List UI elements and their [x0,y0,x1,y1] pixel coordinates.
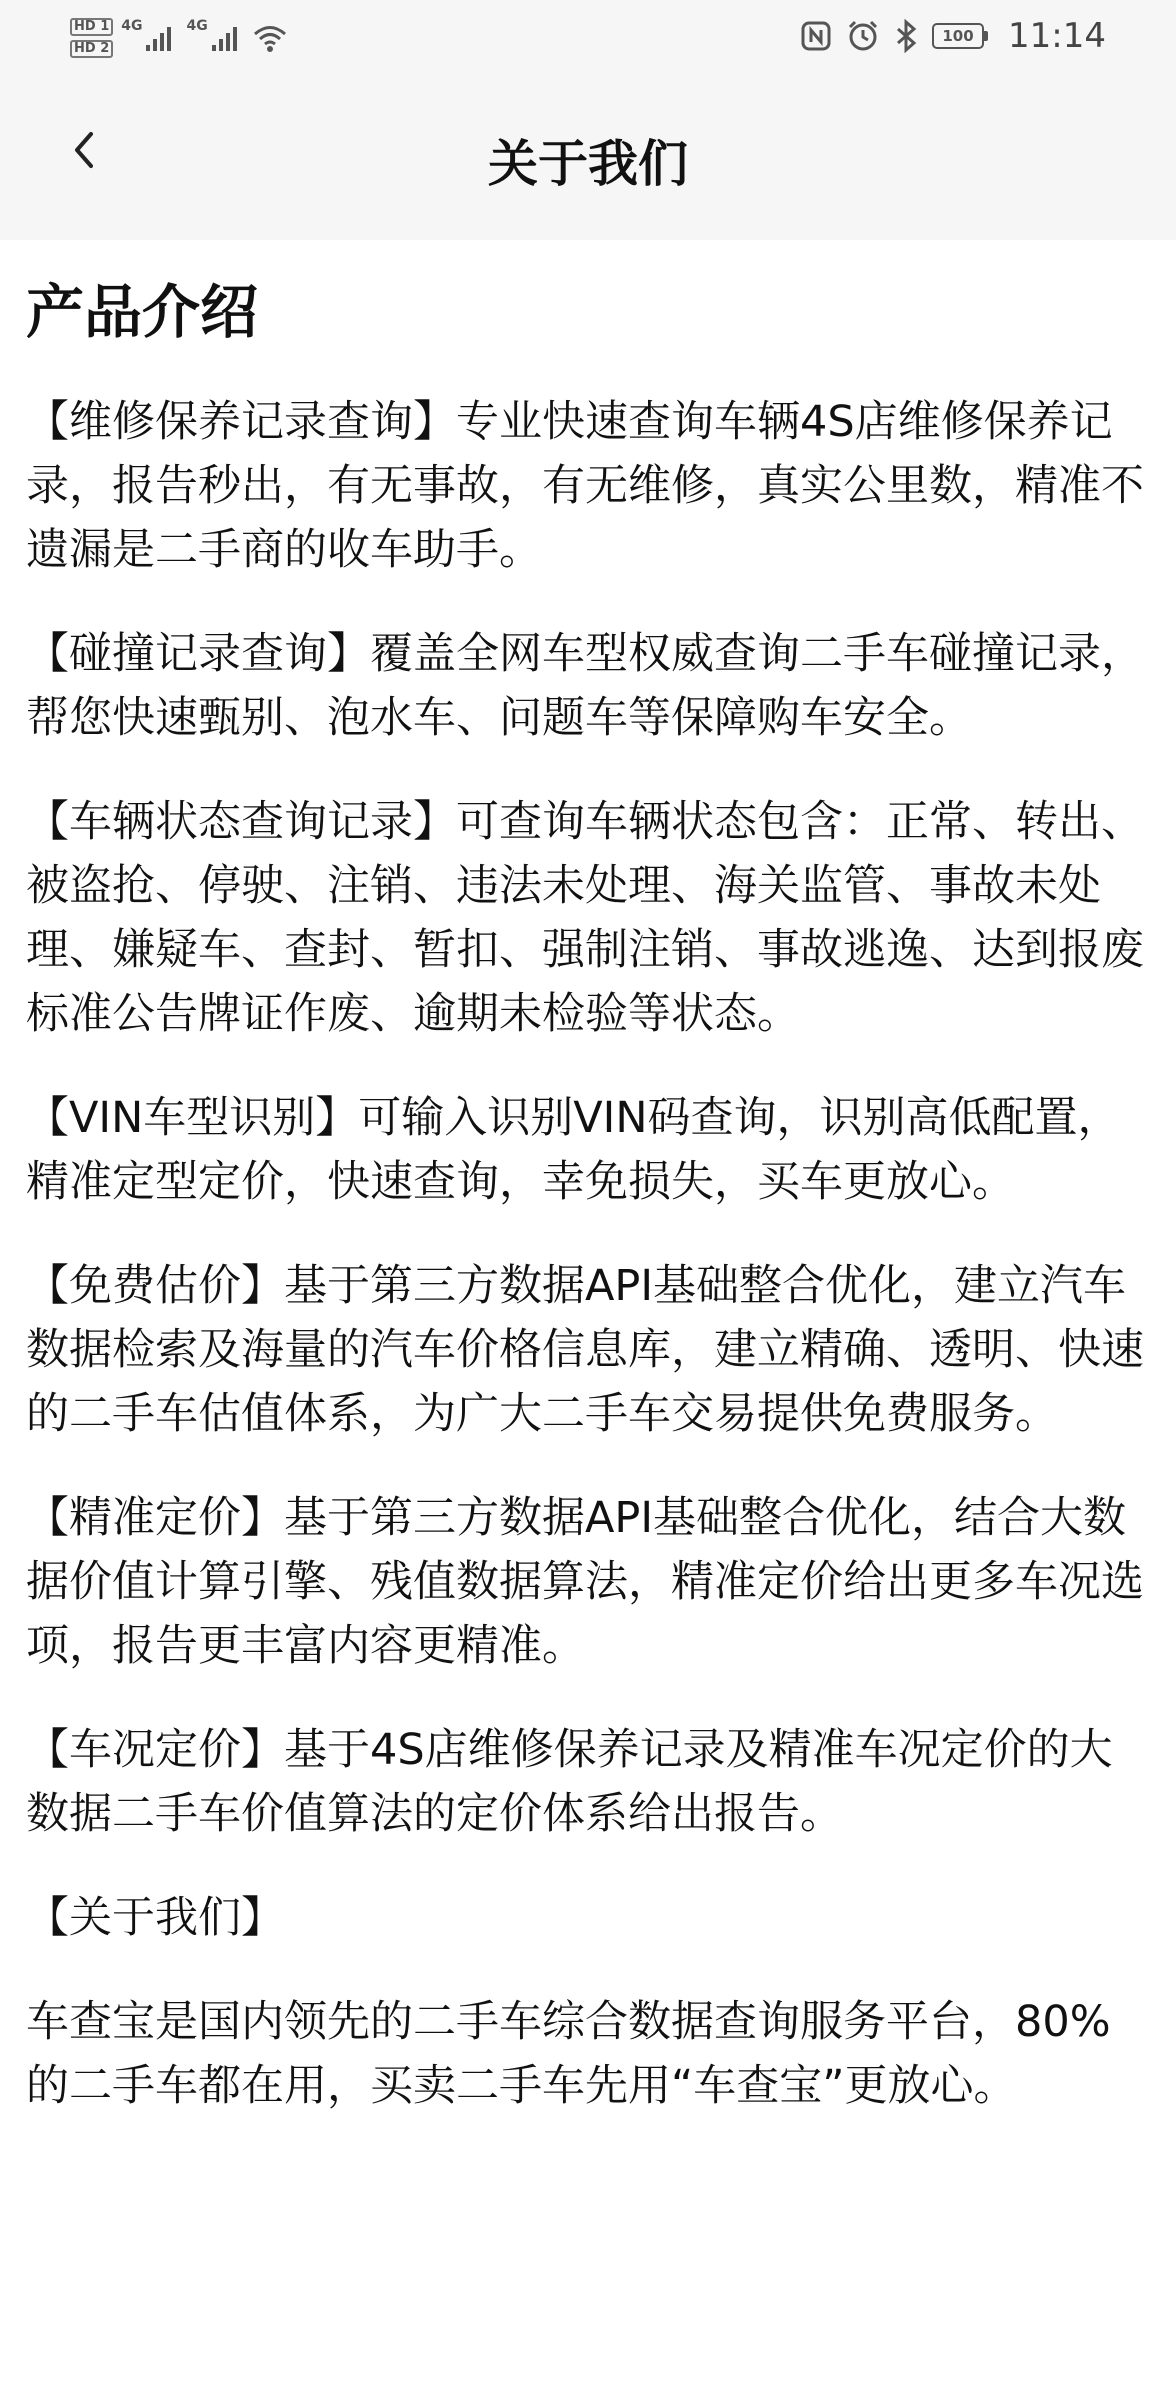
battery-cap [984,31,988,41]
paragraph-collision: 【碰撞记录查询】覆盖全网车型权威查询二手车碰撞记录，帮您快速甄别、泡水车、问题车等保障购车安全。 [26,629,1144,743]
hd-indicators [70,16,113,60]
battery-icon [932,23,988,49]
content-area [26,240,1150,2158]
paragraph-vehicle-status: 【车辆状态查询记录】可查询车辆状态包含：正常、转出、被盗抢、停驶、注销、违法未处理、海关监管、事故未处理、嫌疑车、查封、暂扣、强制注销、事故逃逸、达到报废标准公告牌证作废、逾期未检验等状态。 [26,797,1144,1039]
section-title: 产品介绍 [26,278,259,346]
status-right [800,0,1106,72]
navigation-bar [0,72,1176,240]
wifi-icon [252,23,288,53]
alarm-icon [846,19,880,53]
page-title: 关于我们 [488,135,688,193]
paragraph-free-valuation: 【免费估价】基于第三方数据API基础整合优化，建立汽车数据检索及海量的汽车价格信息库，建立精确、透明、快速的二手车估值体系，为广大二手车交易提供免费服务。 [26,1261,1144,1439]
signal-icon [144,23,174,53]
status-bar [0,0,1176,72]
status-left [70,8,288,68]
paragraph-precise-pricing: 【精准定价】基于第三方数据API基础整合优化，结合大数据价值计算引擎、残值数据算法，精准定价给出更多车况选项，报告更丰富内容更精准。 [26,1493,1144,1671]
nfc-icon [800,20,832,52]
network-label-1: 4G [121,18,143,34]
bluetooth-icon [894,19,918,53]
clock: 11:14 [1008,16,1106,56]
battery-level: 100 [932,23,984,49]
hd2-badge: HD 2 [70,40,113,58]
paragraph-vin: 【VIN车型识别】可输入识别VIN码查询，识别高低配置，精准定型定价，快速查询，幸免损失，买车更放心。 [26,1093,1121,1207]
paragraph-condition-pricing: 【车况定价】基于4S店维修保养记录及精准车况定价的大数据二手车价值算法的定价体系给出报告。 [26,1725,1113,1839]
network-label-2: 4G [186,18,208,34]
hd1-badge: HD 1 [70,18,113,36]
paragraph-maintenance: 【维修保养记录查询】专业快速查询车辆4S店维修保养记录，报告秒出，有无事故，有无维修，真实公里数，精准不遗漏是二手商的收车助手。 [26,397,1144,575]
signal-icon [210,23,240,53]
paragraph-about-text: 车查宝是国内领先的二手车综合数据查询服务平台，80%的二手车都在用，买卖二手车先用“车查宝”更放心。 [26,1997,1111,2111]
paragraph-about-heading: 【关于我们】 [26,1893,284,1943]
